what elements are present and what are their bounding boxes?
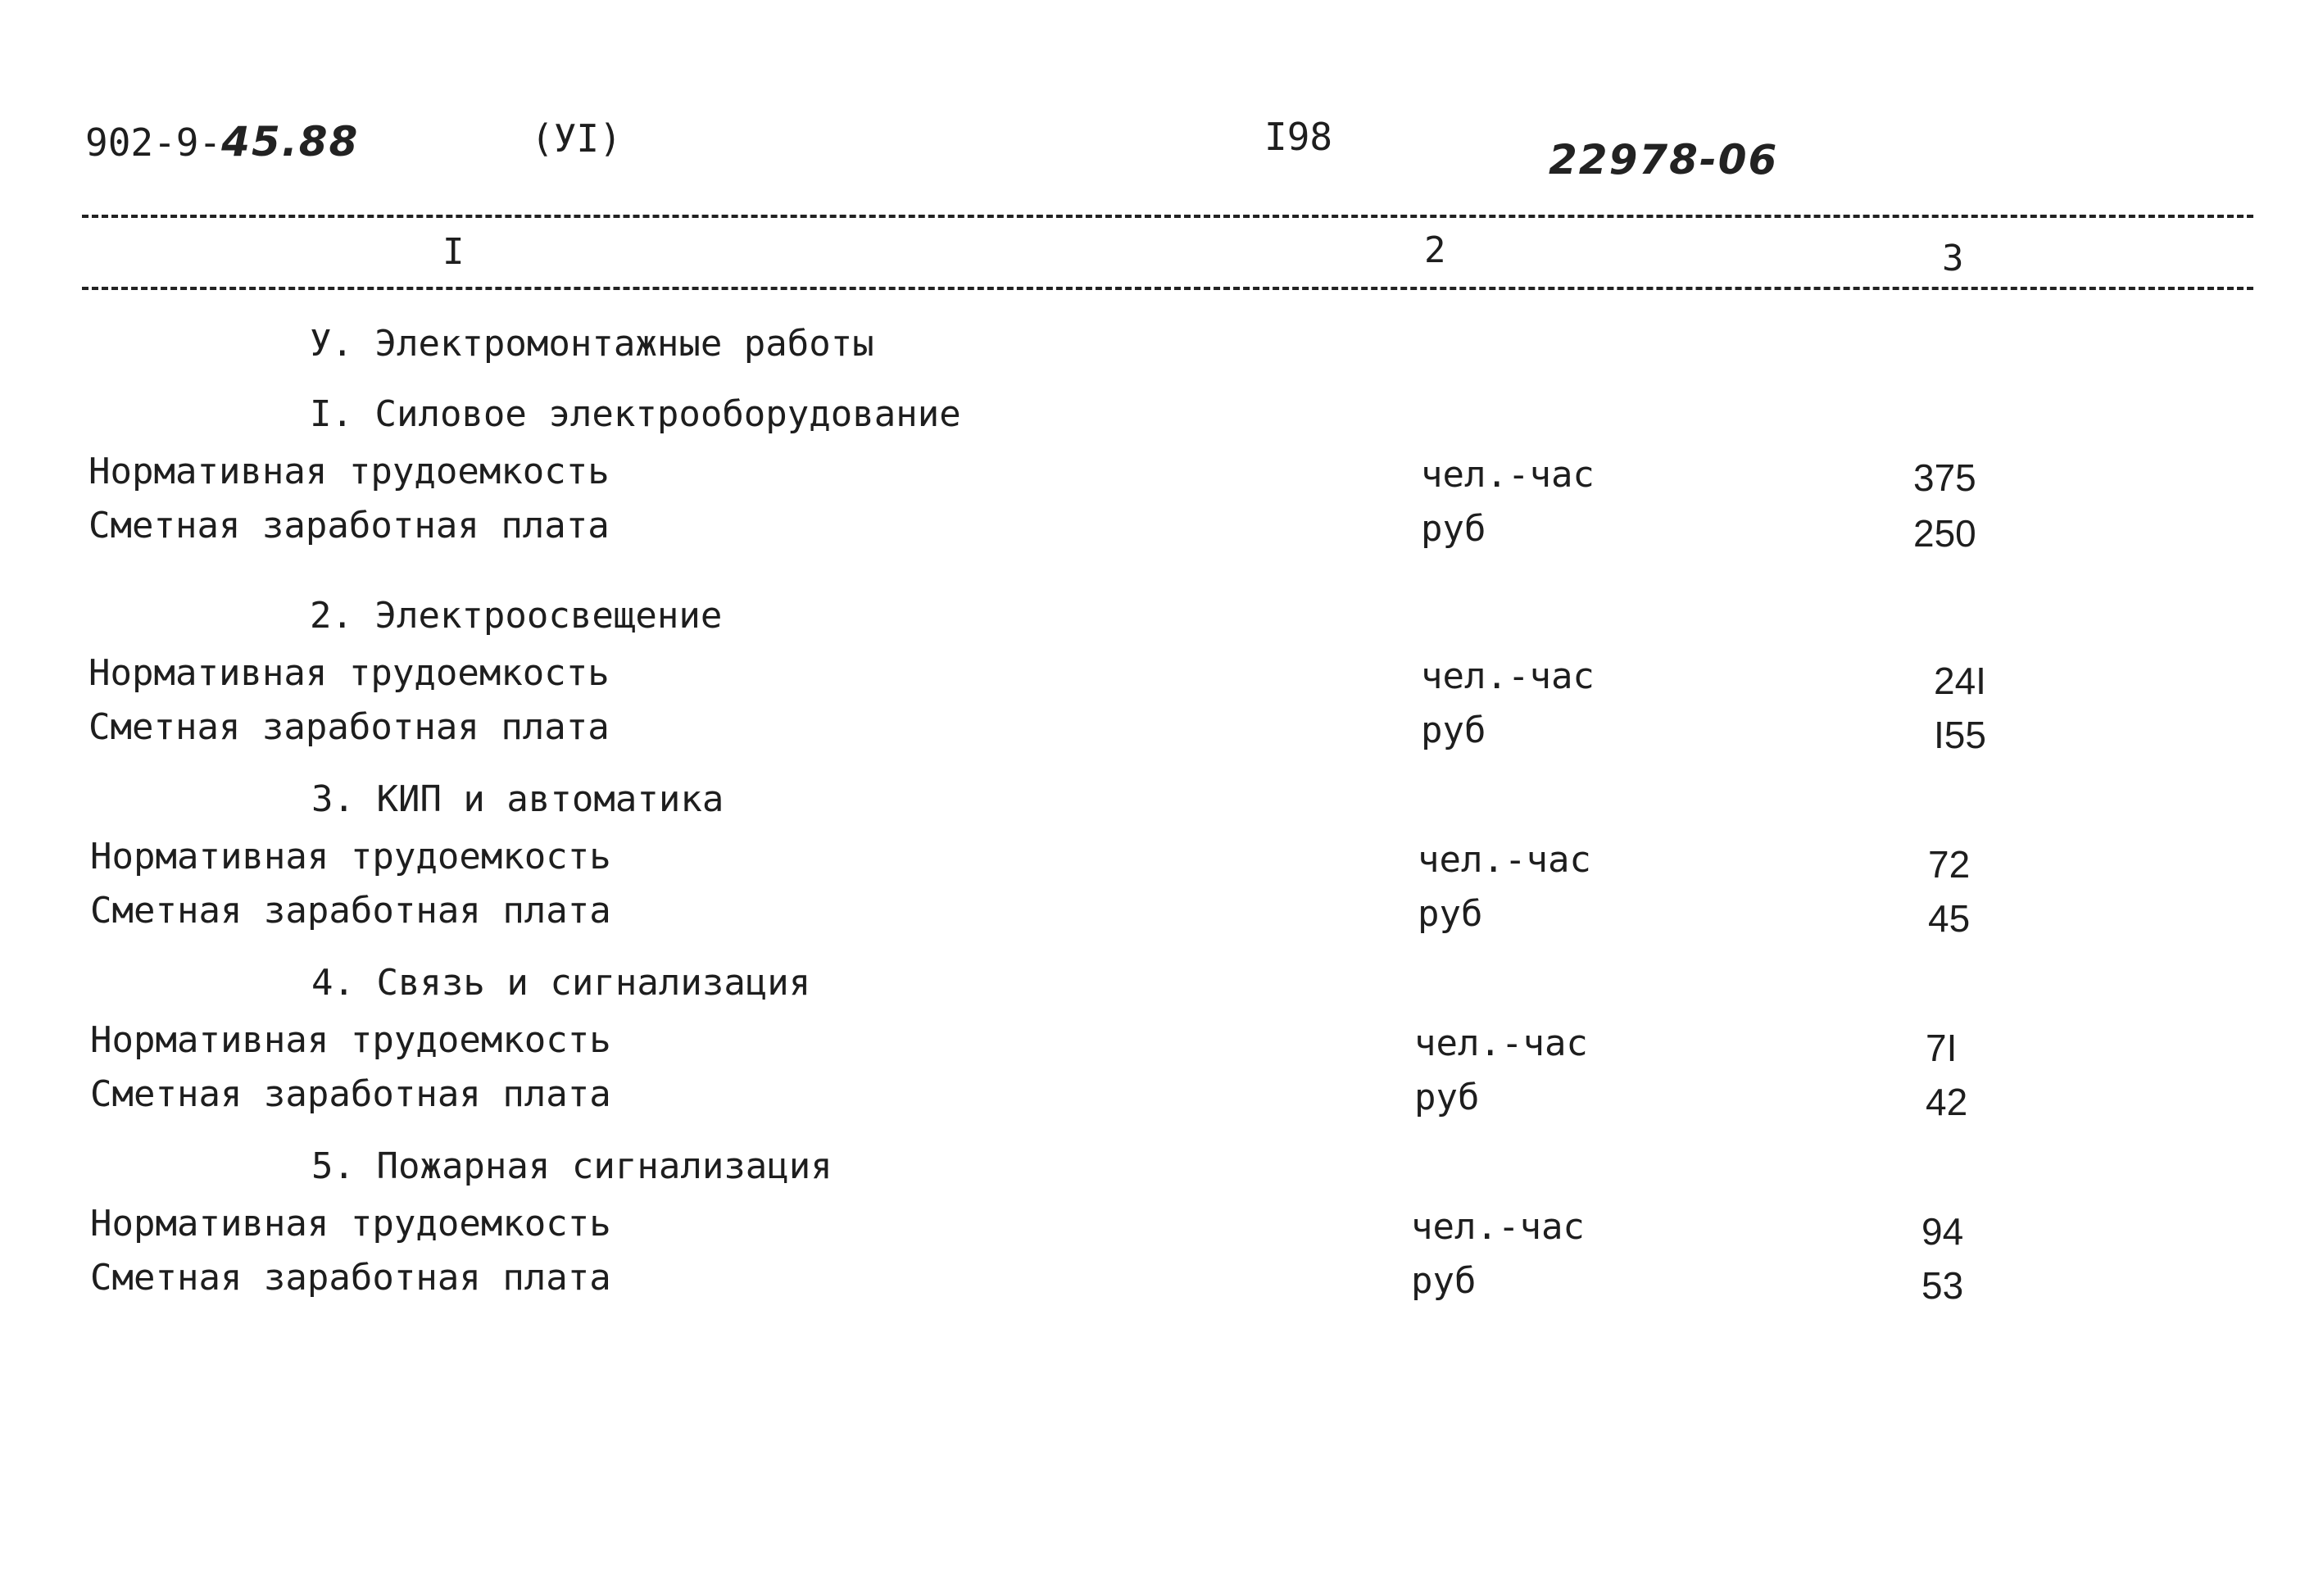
column-header-3: 3 (1942, 238, 1964, 279)
page-number: I98 (1264, 115, 1333, 159)
group-title: 3. КИП и автоматика (311, 778, 724, 820)
row-value: 7I (1926, 1027, 1958, 1069)
row-unit: чел.-час (1411, 1206, 1585, 1248)
row-label: Сметная заработная плата (88, 706, 610, 748)
doc-code-handwritten: 45.88 (221, 118, 360, 165)
row-label: Сметная заработная плата (90, 1073, 611, 1115)
row-value: 94 (1921, 1210, 1964, 1253)
row-unit: руб (1421, 508, 1486, 550)
row-value: 24I (1934, 660, 1986, 702)
row-label: Нормативная трудоемкость (90, 1019, 611, 1061)
row-unit: чел.-час (1414, 1022, 1588, 1064)
row-unit: руб (1421, 710, 1486, 751)
section-title: У. Электромонтажные работы (310, 323, 874, 365)
column-header-1: I (442, 231, 465, 273)
row-label: Сметная заработная плата (88, 505, 610, 546)
row-label: Нормативная трудоемкость (90, 1203, 611, 1245)
doc-code (85, 118, 360, 165)
row-value: 45 (1928, 897, 1971, 940)
column-header-2: 2 (1424, 229, 1446, 271)
handwritten-number: 22978-06 (1549, 136, 1779, 184)
row-value: 375 (1913, 456, 1976, 499)
row-value: 53 (1921, 1264, 1964, 1307)
row-value: 250 (1913, 512, 1976, 555)
row-unit: чел.-час (1421, 655, 1595, 697)
group-title: 4. Связь и сигнализация (311, 962, 811, 1004)
row-value: 72 (1928, 843, 1971, 886)
row-label: Сметная заработная плата (90, 890, 611, 932)
row-unit: руб (1411, 1260, 1477, 1302)
top-rule (82, 215, 2253, 218)
group-title: I. Силовое электрооборудование (310, 393, 961, 435)
row-value: 42 (1926, 1081, 1968, 1123)
row-label: Сметная заработная плата (90, 1257, 611, 1299)
row-label: Нормативная трудоемкость (88, 451, 610, 492)
group-title: 2. Электроосвещение (310, 595, 723, 637)
row-unit: руб (1414, 1077, 1480, 1118)
row-label: Нормативная трудоемкость (90, 836, 611, 877)
volume-number: (УI) (531, 116, 622, 161)
bottom-rule (82, 287, 2253, 290)
group-title: 5. Пожарная сигнализация (311, 1145, 833, 1187)
row-value: I55 (1934, 714, 1986, 756)
doc-code-printed: 902-9- (85, 120, 222, 165)
row-label: Нормативная трудоемкость (88, 652, 610, 694)
row-unit: чел.-час (1418, 839, 1591, 881)
row-unit: руб (1418, 893, 1483, 935)
row-unit: чел.-час (1421, 454, 1595, 496)
